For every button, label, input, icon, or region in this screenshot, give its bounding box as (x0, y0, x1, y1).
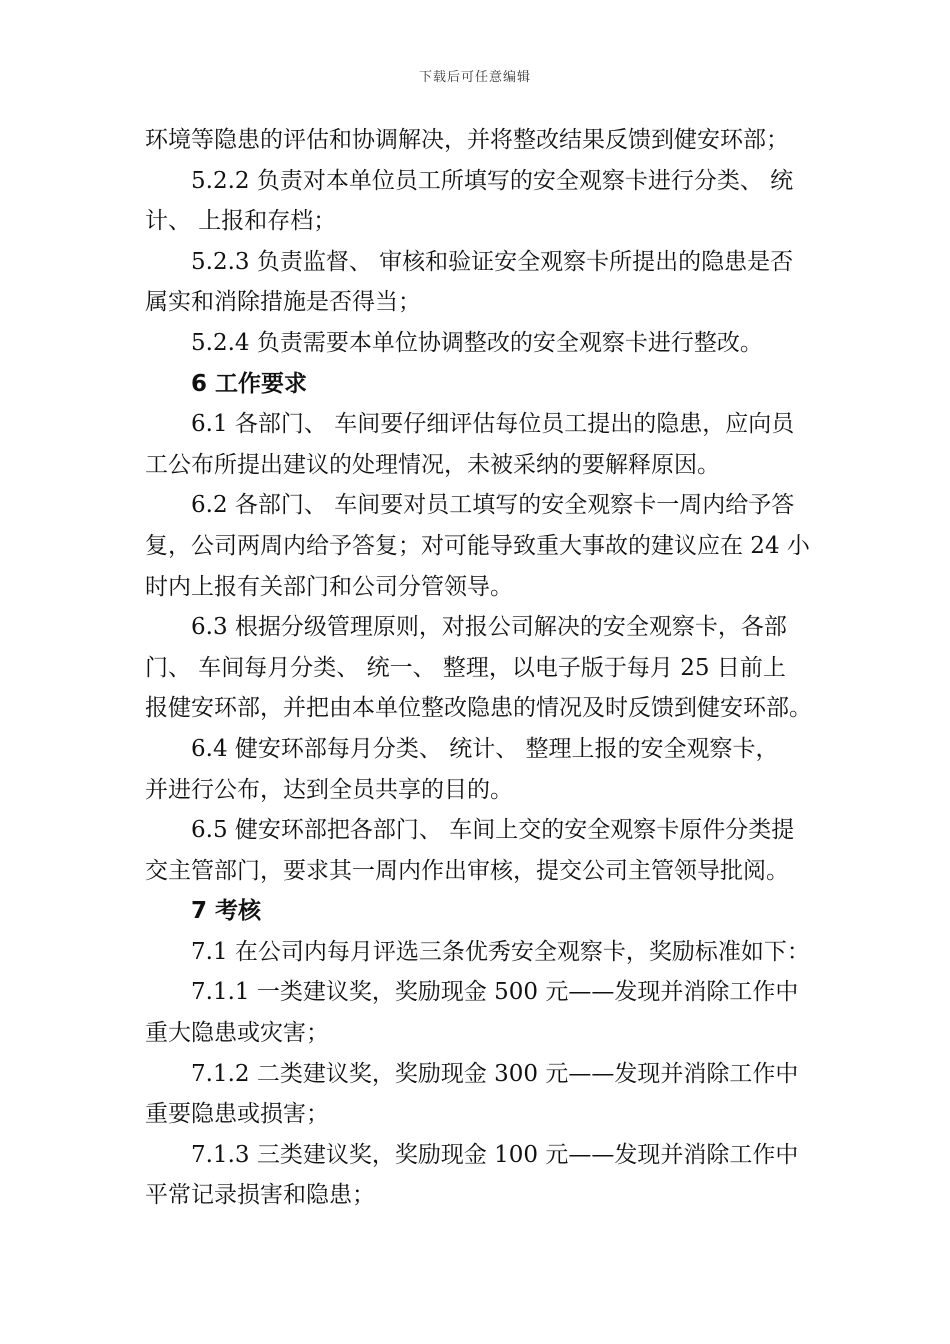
paragraph-line: 5.2.4 负责需要本单位协调整改的安全观察卡进行整改。 (191, 329, 763, 356)
paragraph-line: 报健安环部，并把由本单位整改隐患的情况及时反馈到健安环部。 (145, 695, 812, 722)
paragraph-line: 6.3 根据分级管理原则，对报公司解决的安全观察卡，各部 (191, 614, 787, 641)
paragraph-line: 重要隐患或损害； (145, 1101, 329, 1128)
paragraph-line: 6.1 各部门、 车间要仔细评估每位员工提出的隐患，应向员 (191, 411, 795, 438)
paragraph-line: 5.2.3 负责监督、 审核和验证安全观察卡所提出的隐患是否 (191, 248, 794, 275)
paragraph-line: 7.1.1 一类建议奖，奖励现金 500 元——发现并消除工作中 (191, 979, 799, 1006)
paragraph-line: 计、 上报和存档； (145, 208, 337, 235)
paragraph-line: 并进行公布，达到全员共享的目的。 (145, 776, 513, 803)
paragraph-line: 属实和消除措施是否得当； (145, 289, 421, 316)
section-heading: 6 工作要求 (191, 370, 308, 397)
paragraph-line: 复，公司两周内给予答复；对可能导致重大事故的建议应在 24 小 (145, 532, 810, 559)
section-heading: 7 考核 (191, 898, 262, 925)
paragraph-line: 6.4 健安环部每月分类、 统计、 整理上报的安全观察卡， (191, 735, 779, 762)
paragraph-line: 重大隐患或灾害； (145, 1020, 329, 1047)
paragraph-line: 6.2 各部门、 车间要对员工填写的安全观察卡一周内给予答 (191, 492, 795, 519)
paragraph-line: 门、 车间每月分类、 统一、 整理，以电子版于每月 25 日前上 (145, 654, 786, 681)
document-body (145, 120, 811, 1216)
paragraph-line: 平常记录损害和隐患； (145, 1182, 375, 1209)
paragraph-line: 交主管部门，要求其一周内作出审核，提交公司主管领导批阅。 (145, 857, 789, 884)
paragraph-line: 7.1.2 二类建议奖，奖励现金 300 元——发现并消除工作中 (191, 1060, 799, 1087)
page-header: 下载后可任意编辑 (418, 70, 531, 85)
paragraph-line: 环境等隐患的评估和协调解决，并将整改结果反馈到健安环部； (145, 127, 789, 153)
paragraph-line: 5.2.2 负责对本单位员工所填写的安全观察卡进行分类、 统 (191, 167, 794, 194)
paragraph-line: 时内上报有关部门和公司分管领导。 (145, 573, 513, 600)
paragraph-line: 6.5 健安环部把各部门、 车间上交的安全观察卡原件分类提 (191, 817, 795, 844)
paragraph-line: 工公布所提出建议的处理情况，未被采纳的要解释原因。 (145, 451, 720, 478)
paragraph-line: 7.1 在公司内每月评选三条优秀安全观察卡，奖励标准如下： (191, 938, 810, 965)
paragraph-line: 7.1.3 三类建议奖，奖励现金 100 元——发现并消除工作中 (191, 1141, 799, 1168)
